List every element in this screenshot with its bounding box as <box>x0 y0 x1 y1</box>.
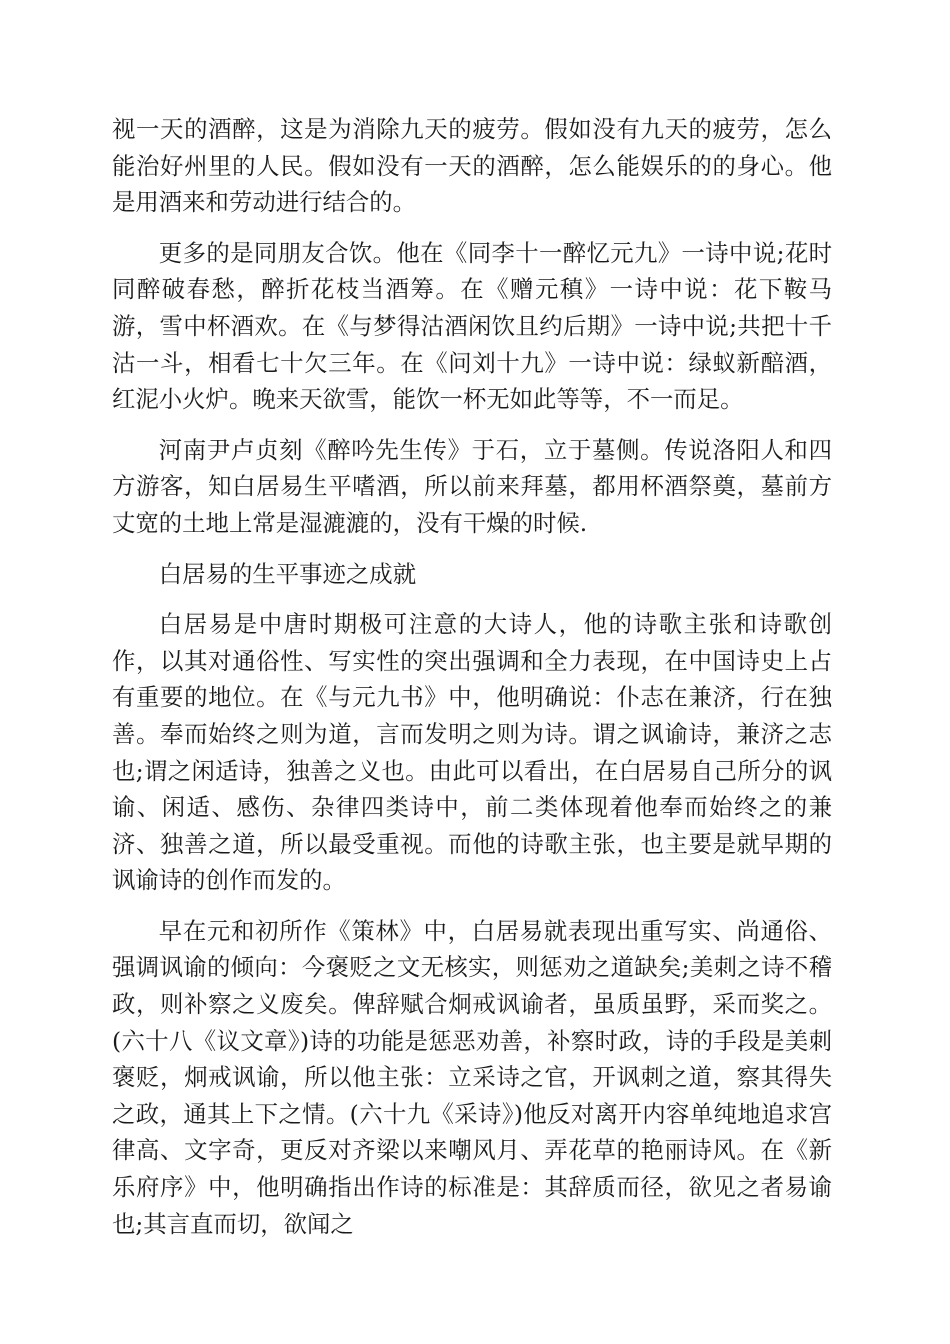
paragraph-poetic-theory: 白居易是中唐时期极可注意的大诗人，他的诗歌主张和诗歌创作，以其对通俗性、写实性的突出强调和全力表现，在中国诗史上占有重要的地位。在《与元九书》中，他明确说：仆志在兼济，行在独善。奉而始终之则为道，言而发明之则为诗。谓之讽谕诗，兼济之志也;谓之闲适诗，独善之义也。由此可以看出，在白居易自己所分的讽谕、闲适、感伤、杂律四类诗中，前二类体现着他奉而始终之的兼济、独善之道，所以最受重视。而他的诗歌主张，也主要是就早期的讽谕诗的创作而发的。 <box>112 610 832 895</box>
paragraph-celin-writings: 早在元和初所作《策林》中，白居易就表现出重写实、尚通俗、强调讽谕的倾向：今褒贬之文无核实，则惩劝之道缺矣;美刺之诗不稽政，则补察之义废矣。俾辞赋合炯戒讽谕者，虽质虽野，采而奖之。(六十八《议文章》)诗的功能是惩恶劝善，补察时政，诗的手段是美刺褒贬，炯戒讽谕，所以他主张：立采诗之官，开讽刺之道，察其得失之政，通其上下之情。(六十九《采诗》)他反对离开内容单纯地追求宫律高、文字奇，更反对齐梁以来嘲风月、弄花草的艳丽诗风。在《新乐府序》中，他明确指出作诗的标准是：其辞质而径，欲见之者易谕也;其言直而切，欲闻之 <box>112 916 832 1238</box>
paragraph-tomb-inscription: 河南尹卢贞刻《醉吟先生传》于石，立于墓侧。传说洛阳人和四方游客，知白居易生平嗜酒，所以前来拜墓，都用杯酒祭奠，墓前方丈宽的土地上常是湿漉漉的，没有干燥的时候. <box>112 435 832 537</box>
paragraph-drinking-with-friends: 更多的是同朋友合饮。他在《同李十一醉忆元九》一诗中说;花时同醉破春愁，醉折花枝当酒筹。在《赠元稹》一诗中说：花下鞍马游，雪中杯酒欢。在《与梦得沽酒闲饮且约后期》一诗中说;共把十千沽一斗，相看七十欠三年。在《问刘十九》一诗中说：绿蚁新醅酒，红泥小火炉。晚来天欲雪，能饮一杯无如此等等，不一而足。 <box>112 238 832 414</box>
document-body <box>112 111 832 1256</box>
paragraph-wine-and-labor: 视一天的酒醉，这是为消除九天的疲劳。假如没有九天的疲劳，怎么能治好州里的人民。假如没有一天的酒醉，怎么能娱乐的的身心。他是用酒来和劳动进行结合的。 <box>112 115 832 217</box>
section-heading: 白居易的生平事迹之成就 <box>158 559 417 588</box>
